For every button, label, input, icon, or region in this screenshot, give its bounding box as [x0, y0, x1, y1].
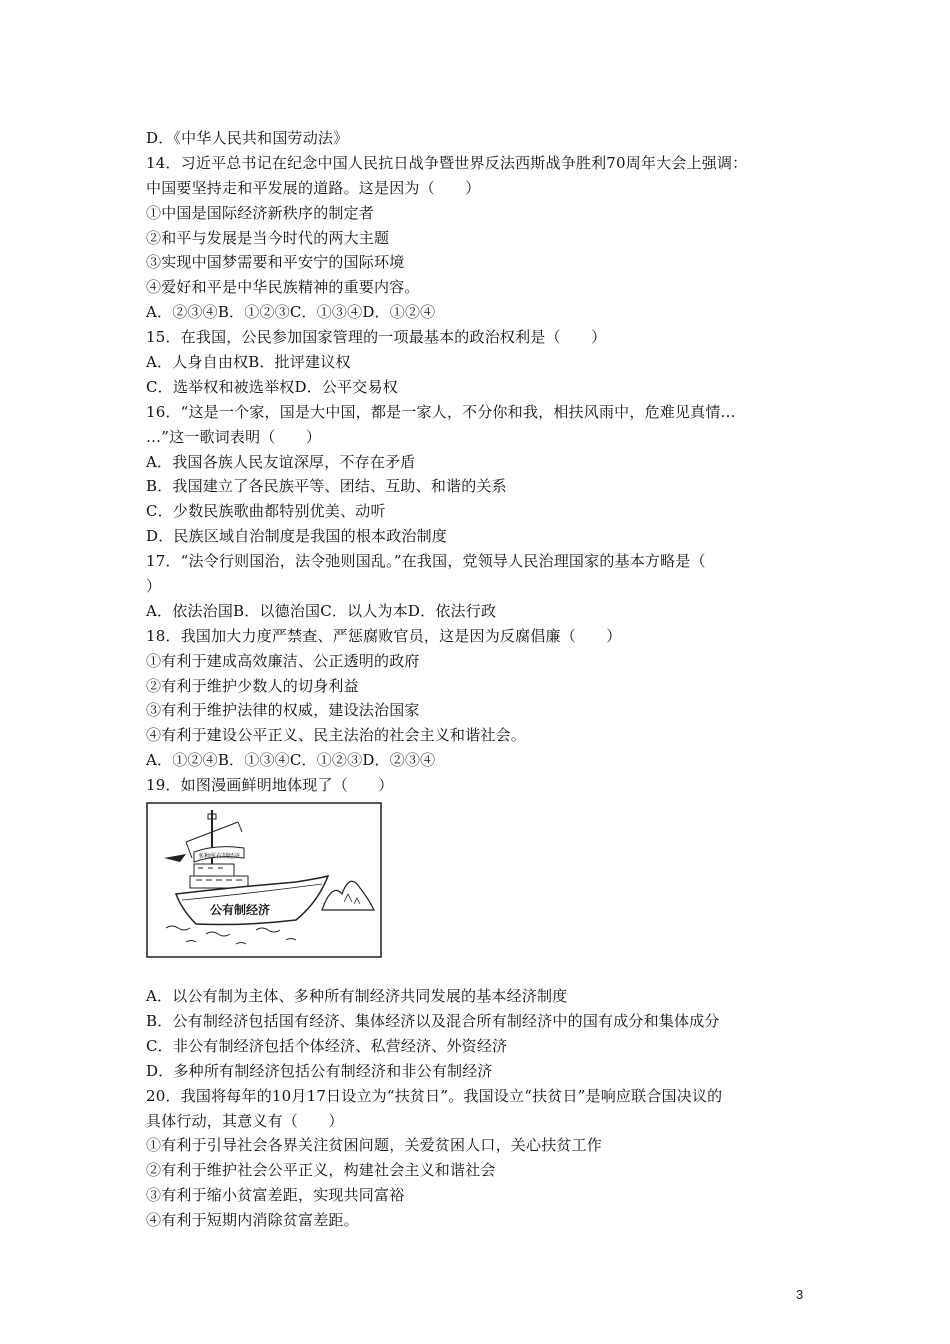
text-line: 19．如图漫画鲜明地体现了（ ）	[146, 776, 394, 795]
cartoon-flag-text: 多种所有制经济	[198, 853, 241, 861]
text-line: D．多种所有制经济包括公有制经济和非公有制经济	[146, 1061, 493, 1080]
text-line: A．依法治国B．以德治国C．以人为本D．依法行政	[146, 601, 497, 620]
cartoon-illustration	[146, 802, 382, 958]
text-line: D．《中华人民共和国劳动法》	[146, 129, 349, 147]
text-line: 中国要坚持走和平发展的道路。这是因为（ ）	[146, 178, 481, 197]
text-block-before-cartoon	[146, 126, 846, 798]
text-line: …”这一歌词表明（ ）	[146, 427, 322, 446]
text-line: 20．我国将每年的10月17日设立为“扶贫日”。我国设立“扶贫日”是响应联合国决议的	[146, 1086, 723, 1105]
text-line: ）	[146, 577, 162, 596]
page-number: 3	[796, 1287, 804, 1302]
text-line: A．人身自由权B．批评建议权	[146, 353, 351, 372]
text-line: ④有利于建设公平正义、民主法治的社会主义和谐社会。	[146, 726, 527, 745]
text-line: D．民族区域自治制度是我国的根本政治制度	[146, 527, 448, 546]
text-line: ②和平与发展是当今时代的两大主题	[146, 228, 390, 247]
text-line: ③有利于维护法律的权威，建设法治国家	[146, 701, 420, 720]
text-line: ④有利于短期内消除贫富差距。	[146, 1211, 359, 1230]
question-content	[146, 126, 846, 1233]
text-line: C．非公有制经济包括个体经济、私营经济、外资经济	[146, 1036, 508, 1055]
text-line: C．少数民族歌曲都特别优美、动听	[146, 502, 386, 521]
text-line: ①中国是国际经济新秩序的制定者	[146, 203, 375, 222]
text-line: B．公有制经济包括国有经济、集体经济以及混合所有制经济中的国有成分和集体成分	[146, 1011, 720, 1030]
text-line: ④爱好和平是中华民族精神的重要内容。	[146, 278, 420, 297]
text-line: A．②③④B．①②③C．①③④D．①②④	[146, 303, 436, 322]
text-line: 具体行动，其意义有（ ）	[146, 1111, 344, 1130]
text-line: 16．“这是一个家，国是大中国，都是一家人，不分你和我，相扶风雨中，危难见真情…	[146, 402, 736, 421]
cartoon-ship-label: 公有制经济	[210, 903, 271, 918]
text-line: 15．在我国，公民参加国家管理的一项最基本的政治权利是（ ）	[146, 328, 607, 347]
text-line: A．①②④B．①③④C．①②③D．②③④	[146, 751, 436, 770]
text-line: ②有利于维护社会公平正义，构建社会主义和谐社会	[146, 1161, 496, 1180]
text-line: ①有利于引导社会各界关注贫困问题，关爱贫困人口，关心扶贫工作	[146, 1136, 603, 1155]
text-line: A．以公有制为主体、多种所有制经济共同发展的基本经济制度	[146, 987, 568, 1006]
text-line: 17．“法令行则国治，法令弛则国乱。”在我国，党领导人民治理国家的基本方略是（	[146, 552, 706, 571]
text-block-after-cartoon	[146, 984, 846, 1233]
text-line: 14．习近平总书记在纪念中国人民抗日战争暨世界反法西斯战争胜利70周年大会上强调：	[146, 153, 748, 172]
text-line: A．我国各族人民友谊深厚，不存在矛盾	[146, 452, 416, 471]
text-line: ③实现中国梦需要和平安宁的国际环境	[146, 253, 405, 272]
text-line: B．我国建立了各民族平等、团结、互助、和谐的关系	[146, 477, 507, 496]
text-line: ①有利于建成高效廉洁、公正透明的政府	[146, 651, 420, 670]
text-line: ②有利于维护少数人的切身利益	[146, 676, 359, 695]
text-line: ③有利于缩小贫富差距，实现共同富裕	[146, 1186, 405, 1205]
text-line: 18．我国加大力度严禁查、严惩腐败官员，这是因为反腐倡廉（ ）	[146, 626, 622, 645]
text-line: C．选举权和被选举权D．公平交易权	[146, 377, 398, 396]
